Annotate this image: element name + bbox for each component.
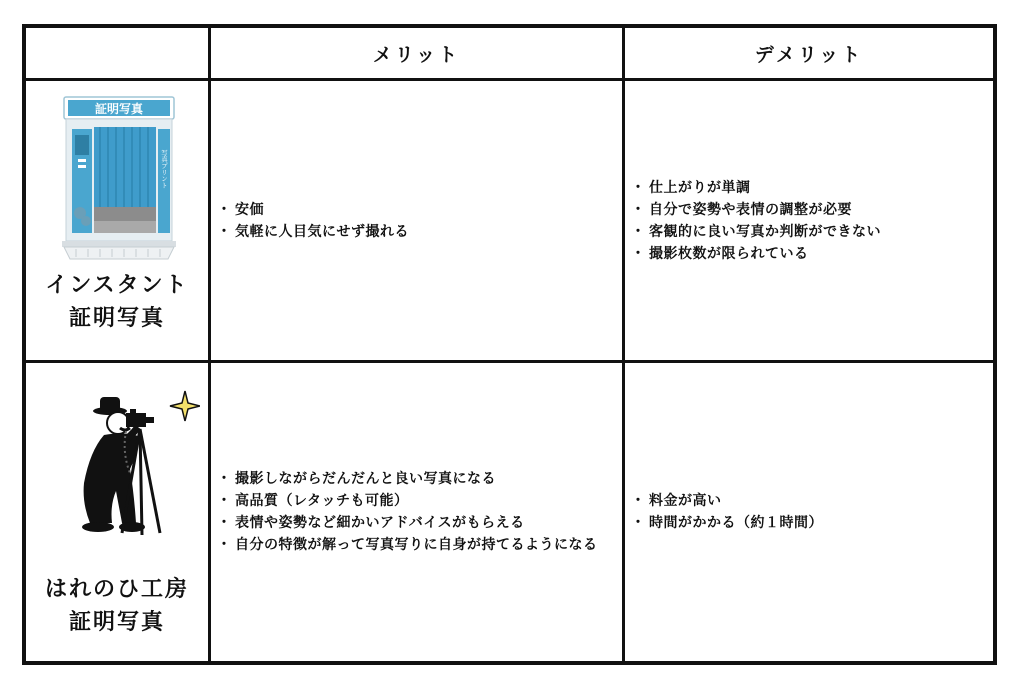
list-item: ・ 客観的に良い写真か判断ができない	[635, 221, 881, 243]
list-item: ・ 撮影枚数が限られている	[635, 243, 881, 265]
row-instant-merits	[211, 81, 625, 363]
list-item: ・ 時間がかかる（約１時間）	[635, 512, 823, 534]
list-item: ・ 仕上がりが単調	[635, 177, 881, 199]
merit-list	[211, 468, 601, 556]
comparison-table	[22, 24, 997, 665]
demerit-list	[625, 490, 823, 534]
booth-side-label: 写真プリント	[160, 149, 168, 189]
row-studio-header	[26, 363, 211, 661]
list-item: ・ 気軽に人目気にせず撮れる	[221, 221, 409, 243]
row-studio-demerits	[625, 363, 993, 661]
row-instant-demerits	[625, 81, 993, 363]
booth-sign-text: 証明写真	[94, 102, 144, 116]
merit-list	[211, 199, 409, 243]
photographer-icon	[60, 373, 200, 553]
header-demerit-cell	[625, 28, 993, 81]
list-item: ・ 自分の特徴が解って写真写りに自身が持てるようになる	[221, 534, 601, 556]
row-studio-title-line2: 証明写真	[68, 610, 165, 635]
row-studio-title	[26, 573, 208, 639]
header-merit-label: メリット	[372, 43, 461, 66]
list-item: ・ 表情や姿勢など細かいアドバイスがもらえる	[221, 512, 601, 534]
sparkle-icon	[170, 391, 200, 421]
photo-booth-icon	[60, 95, 178, 265]
row-instant-title-line1: インスタント	[45, 273, 189, 298]
row-studio-title-line1: はれのひ工房	[44, 577, 189, 602]
list-item: ・ 撮影しながらだんだんと良い写真になる	[221, 468, 601, 490]
row-instant-title-line2: 証明写真	[68, 306, 165, 331]
header-blank-cell	[26, 28, 211, 81]
header-merit-cell	[211, 28, 625, 81]
list-item: ・ 自分で姿勢や表情の調整が必要	[635, 199, 881, 221]
list-item: ・ 料金が高い	[635, 490, 823, 512]
header-demerit-label: デメリット	[754, 43, 864, 66]
row-studio-merits	[211, 363, 625, 661]
list-item: ・ 安価	[221, 199, 409, 221]
demerit-list	[625, 177, 881, 265]
list-item: ・ 高品質（レタッチも可能）	[221, 490, 601, 512]
row-instant-title	[26, 269, 208, 335]
row-instant-header	[26, 81, 211, 363]
